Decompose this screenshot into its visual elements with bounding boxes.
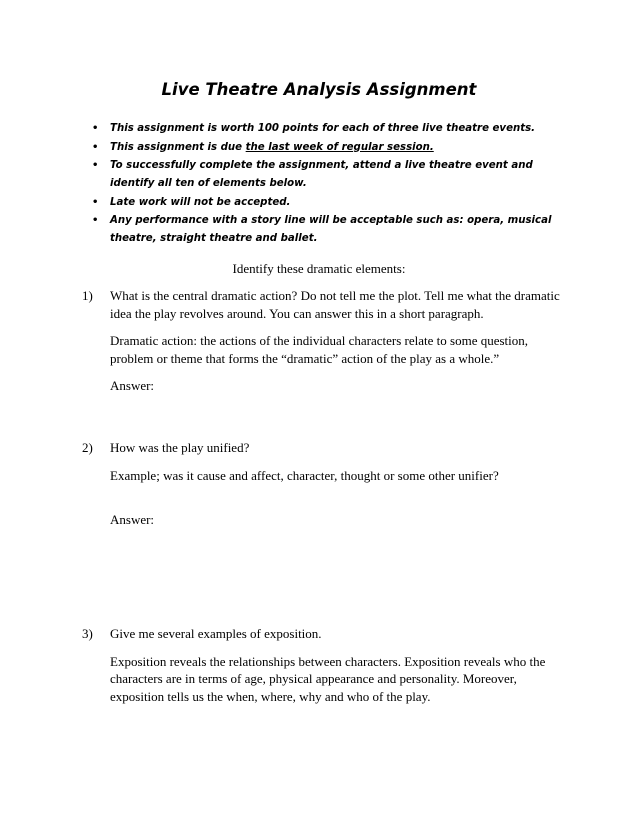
question-number: 1) [82,288,93,303]
requirement-text: To successfully complete the assignment, attend a live theatre event and identify all ten of elements below. [110,160,533,189]
requirement-text: Late work will not be accepted. [110,196,291,208]
question-number: 2) [82,440,93,455]
question-note: Dramatic action: the actions of the individual characters relate to some question, problem or theme that forms the “dramatic” action of the play as a whole.” [110,333,529,366]
question-text: How was the play unified? [110,440,250,455]
question-note: Example; was it cause and affect, character, thought or some other unifier? [110,467,499,483]
question-note: Exposition reveals the relationships between characters. Exposition reveals who the characters are in terms of age, physical appearance and personality. Moreover, exposition tells us the when, where, why and who of the play. [110,653,546,704]
answer-label: Answer: [110,378,155,393]
due-date-text: the last week of regular session. [245,141,434,153]
bullet-icon: • [92,123,99,134]
answer-label: Answer: [110,512,155,527]
question-2 [82,439,562,529]
requirement-item [92,212,562,248]
section-intro: Identify these dramatic elements: [232,261,406,276]
bullet-icon: • [92,160,99,171]
question-3 [82,625,562,705]
question-text: Give me several examples of exposition. [110,626,322,641]
bullet-icon: • [92,196,99,208]
requirement-item [92,139,562,157]
bullet-icon: • [92,141,99,153]
requirement-text: This assignment is due [110,141,246,153]
requirement-item [92,194,562,212]
requirement-item [92,120,562,138]
requirement-text: Any performance with a story line will be acceptable such as: opera, musical theatre, straight theatre and ballet. [110,215,552,244]
question-text: What is the central dramatic action? Do not tell me the plot. Tell me what the dramatic idea the play revolves around. You can answer this in a short paragraph. [110,288,560,321]
document-title: Live Theatre Analysis Assignment [161,80,477,99]
requirements-list [92,120,562,249]
bullet-icon: • [92,215,99,226]
question-number: 3) [82,626,93,641]
requirement-item [92,157,562,193]
requirement-text: This assignment is worth 100 points for each of three live theatre events. [110,123,536,134]
question-1 [82,287,562,395]
